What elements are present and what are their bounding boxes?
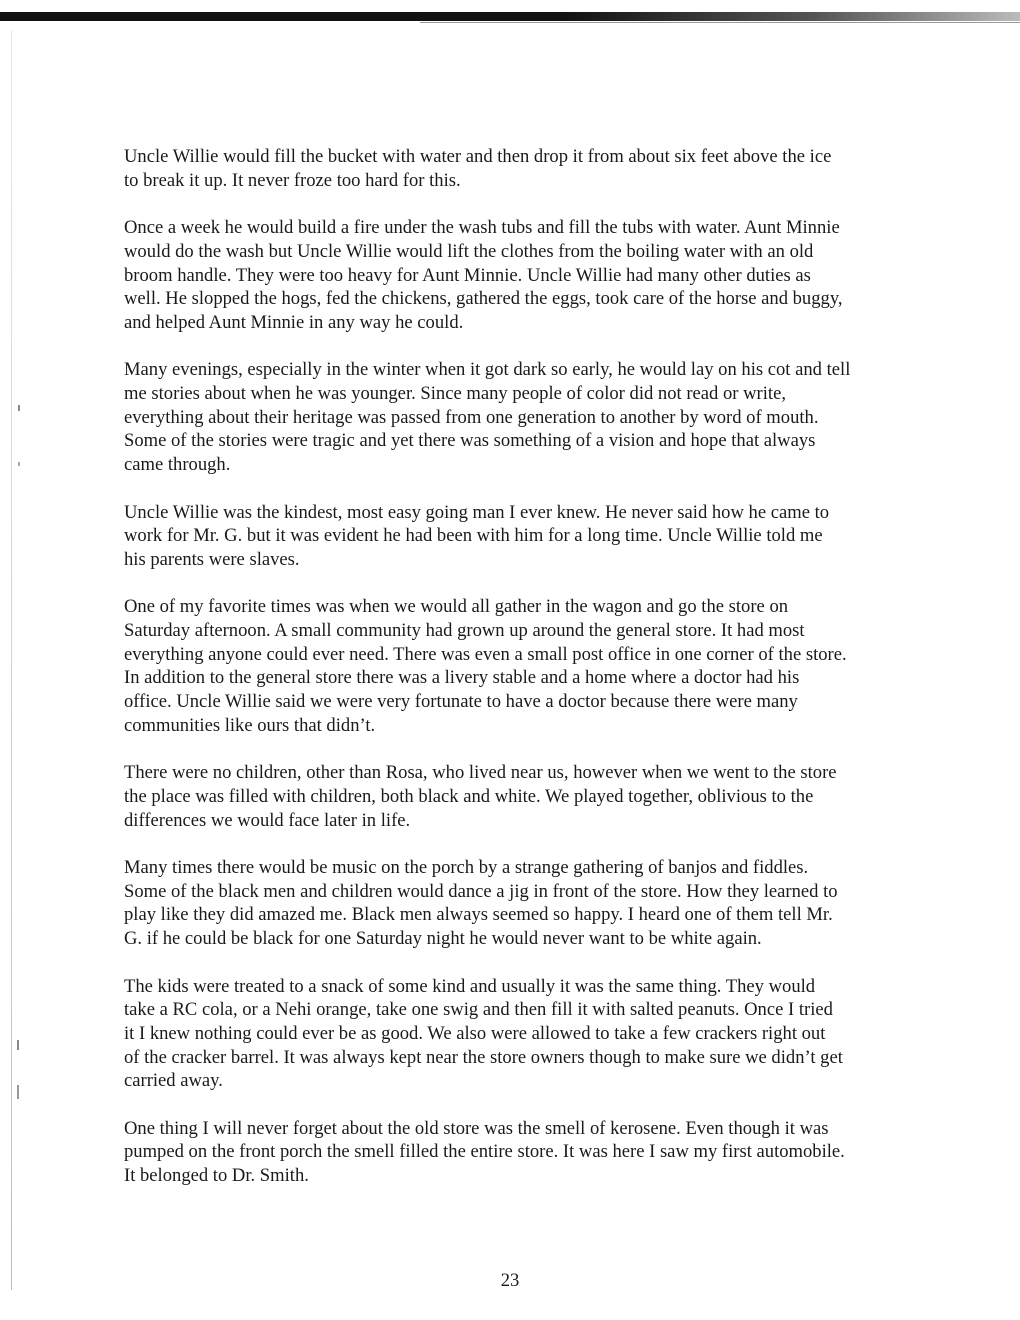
text-line: everything about their heritage was passed from one generation to another by word of mouth. [124, 406, 819, 428]
page-number: 23 [500, 1270, 520, 1291]
text-line: Many evenings, especially in the winter when it got dark so early, he would lay on his cot and tell [124, 359, 851, 381]
text-line: would do the wash but Uncle Willie would lift the clothes from the boiling water with an old [124, 240, 814, 262]
document-body [124, 145, 924, 1212]
text-line: One thing I will never forget about the old store was the smell of kerosene. Even though it was [124, 1117, 829, 1139]
scan-speck [17, 1040, 19, 1050]
text-line: There were no children, other than Rosa, who lived near us, however when we went to the store [124, 762, 837, 784]
text-line: It belonged to Dr. Smith. [124, 1165, 309, 1187]
text-line: take a RC cola, or a Nehi orange, take one swig and then fill it with salted peanuts. Once I tried [124, 999, 833, 1021]
scan-speck [18, 462, 20, 466]
paragraph [124, 856, 924, 951]
text-line: Many times there would be music on the porch by a strange gathering of banjos and fiddles. [124, 857, 809, 878]
text-line: Saturday afternoon. A small community had grown up around the general store. It had most [124, 620, 805, 641]
text-line: Once a week he would build a fire under the wash tubs and fill the tubs with water. Aunt Minnie [124, 217, 840, 239]
text-line: broom handle. They were too heavy for Aunt Minnie. Uncle Willie had many other duties as [124, 264, 811, 286]
text-line: well. He slopped the hogs, fed the chickens, gathered the eggs, took care of the horse and buggy, [124, 288, 843, 310]
text-line: The kids were treated to a snack of some kind and usually it was the same thing. They would [124, 975, 816, 997]
paragraph [124, 145, 924, 192]
paragraph [124, 975, 924, 1094]
text-line: play like they did amazed me. Black men always seemed so happy. I heard one of them tell Mr. [124, 904, 833, 926]
text-line: of the cracker barrel. It was always kept near the store owners though to make sure we didn’t get [124, 1046, 843, 1068]
text-line: differences we would face later in life. [124, 809, 411, 831]
paragraph [124, 501, 924, 572]
text-line: everything anyone could ever need. There was even a small post office in one corner of the store. [124, 643, 847, 665]
text-line: to break it up. It never froze too hard for this. [124, 169, 461, 191]
text-line: Uncle Willie was the kindest, most easy going man I ever knew. He never said how he came to [124, 501, 830, 523]
scan-speck [18, 405, 20, 411]
text-line: G. if he could be black for one Saturday night he would never want to be white again. [124, 928, 762, 950]
scan-edge-line [420, 22, 1020, 23]
text-line: communities like ours that didn’t. [124, 714, 376, 736]
text-line: One of my favorite times was when we would all gather in the wagon and go the store on [124, 596, 789, 618]
text-line: office. Uncle Willie said we were very fortunate to have a doctor because there were many [124, 691, 798, 713]
text-line: his parents were slaves. [124, 548, 300, 570]
paragraph [124, 216, 924, 335]
paragraph [124, 761, 924, 832]
text-line: pumped on the front porch the smell filled the entire store. It was here I saw my first automobile. [124, 1141, 845, 1163]
text-line: came through. [124, 454, 231, 476]
text-line: work for Mr. G. but it was evident he had been with him for a long time. Uncle Willie told me [124, 525, 823, 547]
text-line: me stories about when he was younger. Since many people of color did not read or write, [124, 383, 786, 404]
text-line: the place was filled with children, both black and white. We played together, oblivious to the [124, 785, 814, 807]
text-line: Some of the stories were tragic and yet there was something of a vision and hope that always [124, 430, 816, 452]
text-line: and helped Aunt Minnie in any way he could. [124, 311, 464, 333]
scan-edge-bar [0, 12, 1020, 21]
text-line: carried away. [124, 1070, 223, 1092]
scan-speck [17, 1085, 19, 1099]
text-line: In addition to the general store there was a livery stable and a home where a doctor had his [124, 667, 800, 689]
paragraph [124, 358, 924, 477]
paragraph [124, 595, 924, 737]
paragraph [124, 1117, 924, 1188]
text-line: Some of the black men and children would dance a jig in front of the store. How they learned to [124, 880, 838, 902]
text-line: Uncle Willie would fill the bucket with water and then drop it from about six feet above the ice [124, 146, 832, 167]
text-line: it I knew nothing could ever be as good. We also were allowed to take a few crackers right out [124, 1022, 826, 1044]
page-left-edge [11, 30, 12, 1290]
